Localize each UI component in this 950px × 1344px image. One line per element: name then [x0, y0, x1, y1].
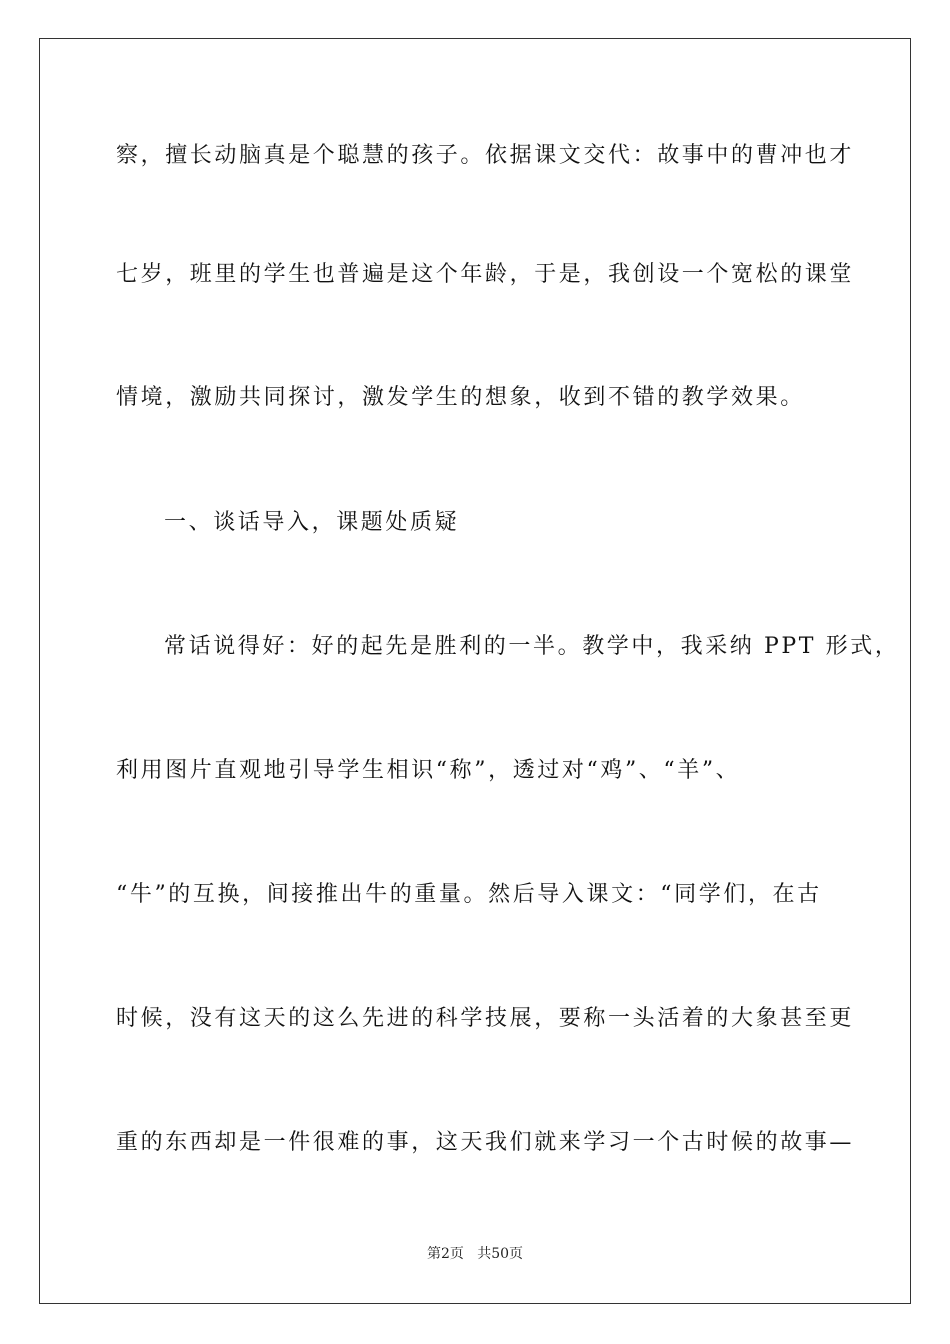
body-text-line-8: 时候，没有这天的这么先进的科学技展，要称一头活着的大象甚至更 [116, 1006, 855, 1031]
page-number-footer: 第2页 共50页 [426, 1246, 524, 1262]
body-text-line-3: 情境，激励共同探讨，激发学生的想象，收到不错的教学效果。 [116, 385, 805, 410]
body-text-line-5: 常话说得好：好的起先是胜利的一半。教学中，我采纳 PPT 形式， [164, 634, 900, 659]
section-heading: 一、谈话导入，课题处质疑 [164, 510, 460, 535]
body-text-line-1: 察，擅长动脑真是个聪慧的孩子。依据课文交代：故事中的曹冲也才 [116, 143, 855, 168]
page-frame [39, 38, 911, 1304]
body-text-line-9: 重的东西却是一件很难的事，这天我们就来学习一个古时候的故事— [116, 1130, 855, 1155]
body-text-line-7: “牛”的互换，间接推出牛的重量。然后导入课文：“同学们，在古 [116, 882, 822, 907]
body-text-line-6: 利用图片直观地引导学生相识“称”，透过对“鸡”、“羊”、 [116, 758, 741, 783]
body-text-line-2: 七岁，班里的学生也普遍是这个年龄，于是，我创设一个宽松的课堂 [116, 262, 855, 287]
